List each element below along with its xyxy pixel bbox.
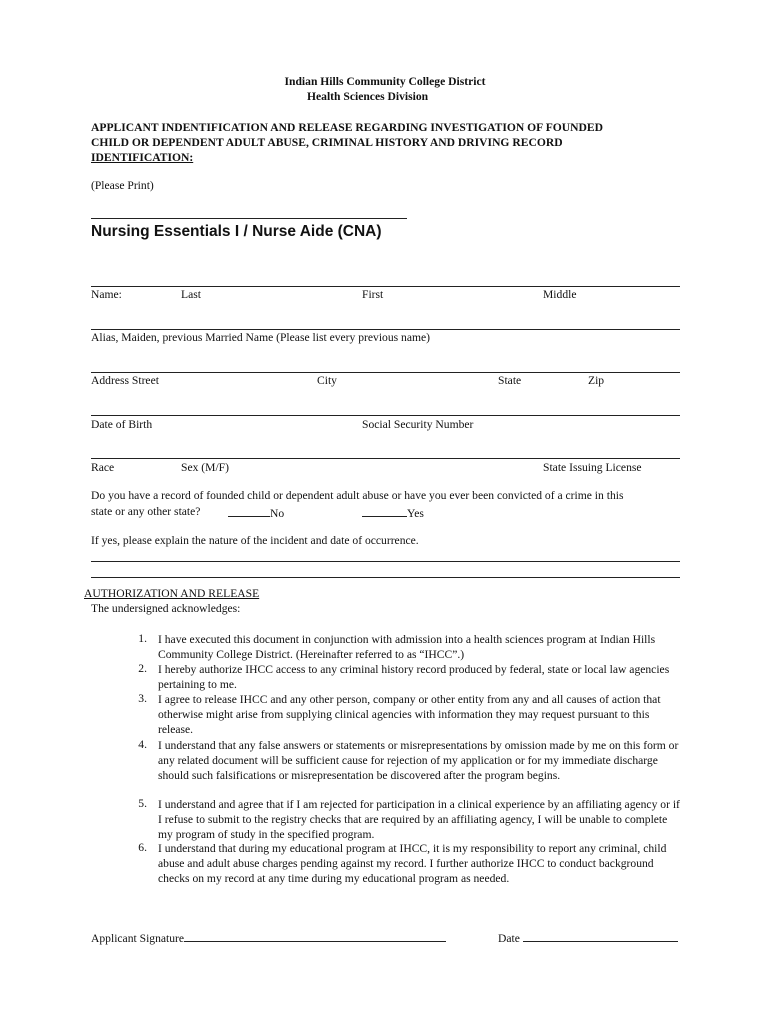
last-name-label: Last — [181, 288, 201, 301]
no-label: No — [270, 507, 285, 520]
form-title-line-2: CHILD OR DEPENDENT ADULT ABUSE, CRIMINAL HISTORY AND DRIVING RECORD — [91, 136, 563, 149]
applicant-signature-label: Applicant Signature — [91, 932, 185, 945]
item-4-number: 4. — [138, 738, 147, 751]
item-5-number: 5. — [138, 797, 147, 810]
zip-label: Zip — [588, 374, 605, 387]
item-1-number: 1. — [138, 632, 147, 645]
item-6-text: I understand that during my educational program at IHCC, it is my responsibility to report any criminal, child abuse and adult abuse charges pending against my record. I further authorize IHCC to conduct background checks on my record at any time during my educational program as needed. — [158, 842, 667, 885]
ssn-label: Social Security Number — [362, 418, 474, 431]
program-name: Nursing Essentials I / Nurse Aide (CNA) — [91, 223, 382, 240]
applicant-signature-field[interactable] — [91, 930, 446, 945]
name-input-line[interactable] — [91, 286, 680, 287]
answer-no[interactable] — [228, 505, 284, 520]
please-print-note: (Please Print) — [91, 179, 154, 192]
form-title-line-3: IDENTIFICATION: — [91, 151, 194, 164]
institution-name: Indian Hills Community College District — [284, 75, 486, 88]
race-input-line[interactable] — [91, 458, 680, 459]
alias-input-line[interactable] — [91, 329, 680, 330]
date-line[interactable] — [523, 930, 678, 942]
abuse-question-line-2: state or any other state? — [91, 505, 201, 518]
item-4-text: I understand that any false answers or statements or misrepresentations by omission made by me on this form or any related document will be sufficient cause for rejection of my application or for my immediate discharge should such falsifications or misrepresentation be discovered after the program begins. — [158, 739, 679, 782]
dob-label: Date of Birth — [91, 418, 153, 431]
explain-line-2[interactable] — [91, 577, 680, 578]
authorization-intro: The undersigned acknowledges: — [91, 602, 241, 615]
middle-name-label: Middle — [543, 288, 577, 301]
form-title-line-1: APPLICANT INDENTIFICATION AND RELEASE REGARDING INVESTIGATION OF FOUNDED — [91, 121, 604, 134]
explain-prompt: If yes, please explain the nature of the incident and date of occurrence. — [91, 534, 419, 547]
address-input-line[interactable] — [91, 372, 680, 373]
yes-blank[interactable] — [362, 505, 407, 517]
abuse-question-line-1: Do you have a record of founded child or dependent adult abuse or have you ever been convicted of a crime in this — [91, 489, 624, 502]
authorization-heading: AUTHORIZATION AND RELEASE — [84, 587, 260, 600]
address-street-label: Address Street — [91, 374, 159, 387]
answer-yes[interactable] — [362, 505, 424, 520]
item-1-text: I have executed this document in conjunction with admission into a health sciences program at Indian Hills Community College District. (Hereinafter referred to as “IHCC”.) — [158, 633, 656, 661]
no-blank[interactable] — [228, 505, 270, 517]
state-issuing-license-label: State Issuing License — [543, 461, 642, 474]
first-name-label: First — [362, 288, 384, 301]
item-6-number: 6. — [138, 841, 147, 854]
program-line — [91, 218, 407, 219]
sex-label: Sex (M/F) — [181, 461, 229, 474]
division-name: Health Sciences Division — [307, 90, 429, 103]
item-3-text: I agree to release IHCC and any other person, company or other entity from any and all causes of action that otherwise might arise from supplying clinical agencies with information they may request pursuant to this release. — [158, 693, 661, 736]
item-2-text: I hereby authorize IHCC access to any criminal history record produced by federal, state or local law agencies pertaining to me. — [158, 663, 670, 691]
name-label: Name: — [91, 288, 122, 301]
applicant-signature-line[interactable] — [184, 930, 446, 942]
alias-label: Alias, Maiden, previous Married Name (Please list every previous name) — [91, 331, 431, 344]
date-field[interactable] — [498, 930, 678, 945]
explain-line-1[interactable] — [91, 561, 680, 562]
race-label: Race — [91, 461, 115, 474]
item-3-number: 3. — [138, 692, 147, 705]
yes-label: Yes — [407, 507, 424, 520]
city-label: City — [317, 374, 337, 387]
dob-input-line[interactable] — [91, 415, 680, 416]
item-2-number: 2. — [138, 662, 147, 675]
state-label: State — [498, 374, 522, 387]
date-label: Date — [498, 932, 520, 945]
item-5-text: I understand and agree that if I am rejected for participation in a clinical experience by an affiliating agency or if I refuse to submit to the registry checks that are required by an affiliating agency, I will be unable to complete my program of study in the specified program. — [158, 798, 680, 841]
